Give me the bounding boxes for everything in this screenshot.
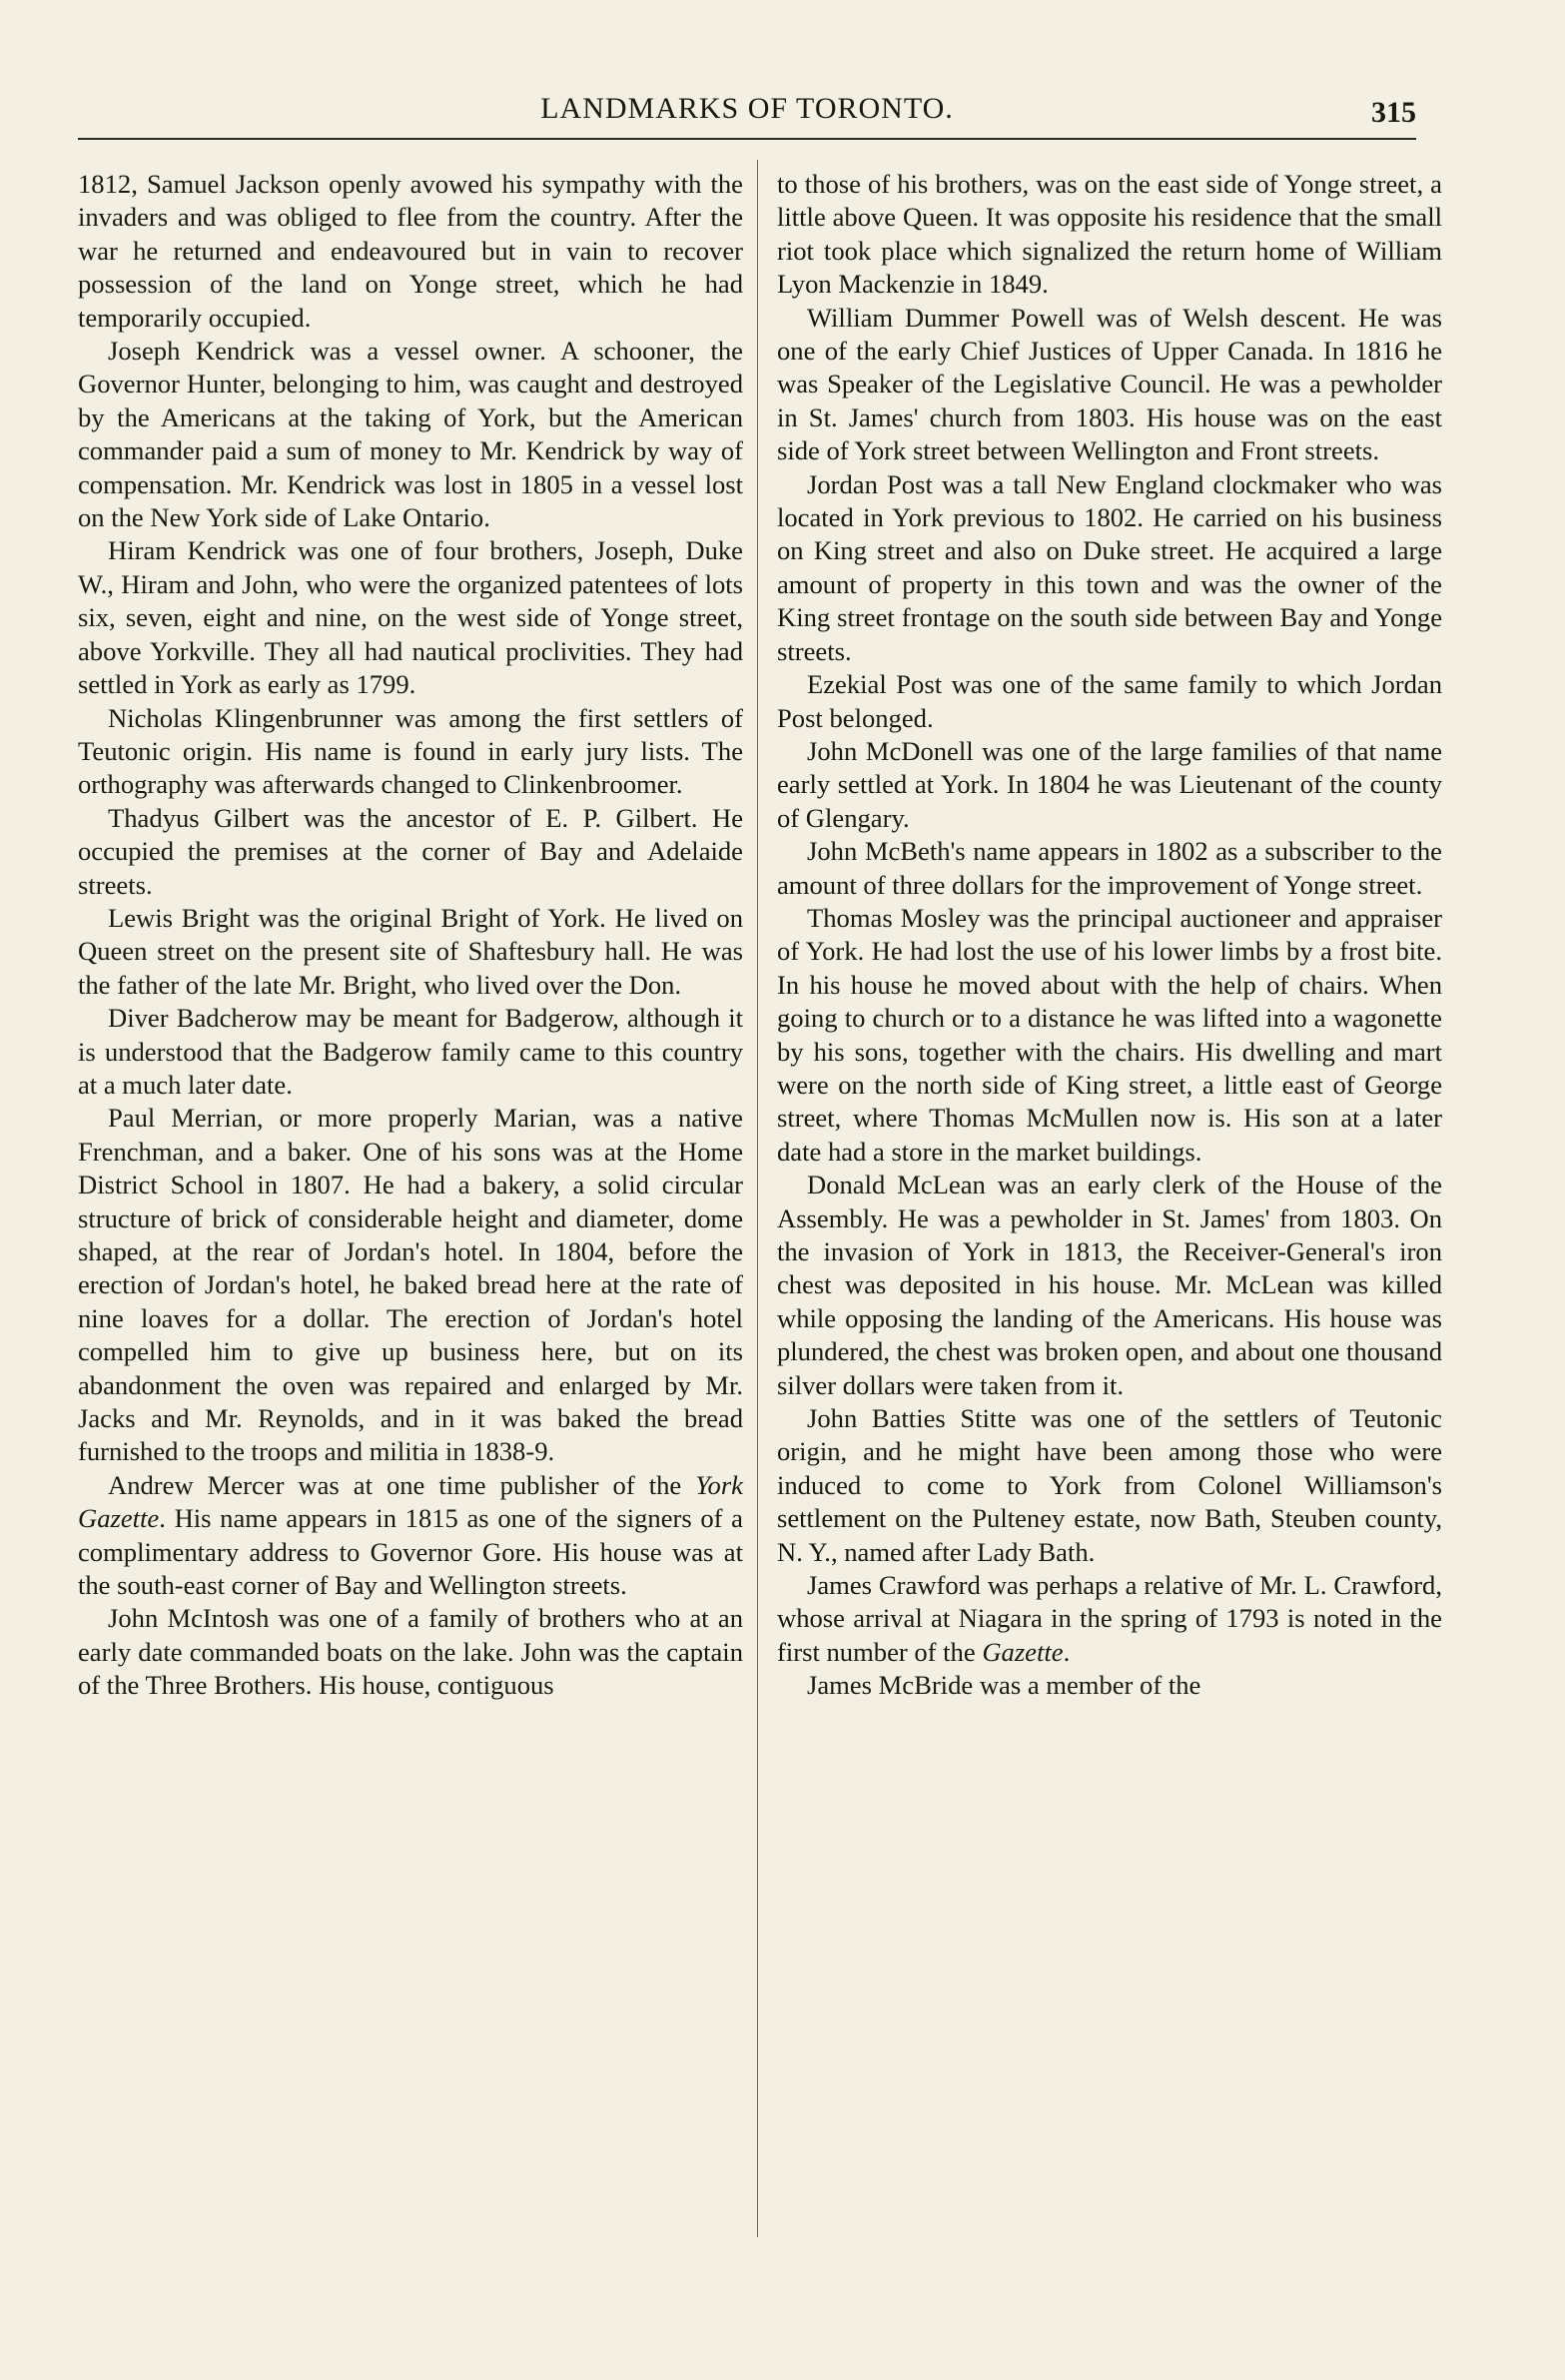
paragraph: Joseph Kendrick was a vessel owner. A schooner, the Governor Hunter, belonging to him, was caught and destroyed by the Americans at the taking of York, but the American commander paid a sum of money to Mr. Kendrick by way of compensation. Mr. Kendrick was lost in 1805 in a vessel lost on the New York side of Lake Ontario. (78, 336, 743, 533)
paragraph: Ezekial Post was one of the same family to which Jordan Post belonged. (777, 669, 1442, 733)
paragraph: Andrew Mercer was at one time publisher of the York Gazette. His name appears in 1815 as one of the signers of a complimentary address to Governor Gore. His house was at the south-east corner of Bay and Wellington streets. (78, 1469, 743, 1601)
paragraph: Hiram Kendrick was one of four brothers, Joseph, Duke W., Hiram and John, who were the organized patentees of lots six, seven, eight and nine, on the west side of Yonge street, above Yorkville. They all had nautical proclivities. They had settled in York as early as 1799. (78, 535, 743, 700)
paragraph: to those of his brothers, was on the east side of Yonge street, a little above Queen. It was opposite his residence that the small riot took place which signalized the return home of William Lyon Mackenzie in 1849. (777, 169, 1442, 300)
paragraph: John McIntosh was one of a family of brothers who at an early date commanded boats on the lake. John was the captain of the Three Brothers. His house, contiguous (78, 1603, 743, 1701)
paragraph: Jordan Post was a tall New England clockmaker who was located in York previous to 1802. He carried on his business on King street and also on Duke street. He acquired a large amount of property in this town and was the owner of the King street frontage on the south side between Bay and Yonge streets. (777, 468, 1442, 666)
page-header (78, 92, 1416, 152)
paragraph: Paul Merrian, or more properly Marian, was a native Frenchman, and a baker. One of his sons was at the Home District School in 1807. He had a bakery, a solid circular structure of brick of considerable height and diameter, dome shaped, at the rear of Jordan's hotel. In 1804, before the erection of Jordan's hotel, he baked bread here at the rate of nine loaves for a dollar. The erection of Jordan's hotel compelled him to give up business here, but on its abandonment the oven was repaired and enlarged by Mr. Jacks and Mr. Reynolds, and in it was baked the bread furnished to the troops and militia in 1838-9. (78, 1103, 743, 1467)
right-column (777, 168, 1442, 1703)
paragraph: Lewis Bright was the original Bright of York. He lived on Queen street on the present site of Shaftesbury hall. He was the father of the late Mr. Bright, who lived over the Don. (78, 902, 743, 1000)
paragraph: 1812, Samuel Jackson openly avowed his sympathy with the invaders and was obliged to flee from the country. After the war he returned and endeavoured but in vain to recover possession of the land on Yonge street, which he had temporarily occupied. (78, 169, 743, 333)
column-divider (757, 160, 758, 2237)
header-rule (78, 138, 1416, 140)
paragraph: James Crawford was perhaps a relative of Mr. L. Crawford, whose arrival at Niagara in the spring of 1793 is noted in the first number of the Gazette. (777, 1570, 1442, 1667)
paragraph: Diver Badcherow may be meant for Badgerow, although it is understood that the Badgerow family came to this country at a much later date. (78, 1003, 743, 1100)
paragraph: James McBride was a member of the (807, 1670, 1201, 1701)
paragraph: William Dummer Powell was of Welsh descent. He was one of the early Chief Justices of Upper Canada. In 1816 he was Speaker of the Legislative Council. He was a pewholder in St. James' church from 1803. His house was on the east side of York street between Wellington and Front streets. (777, 302, 1442, 466)
running-title: LANDMARKS OF TORONTO. (540, 92, 954, 125)
paragraph: John McBeth's name appears in 1802 as a subscriber to the amount of three dollars for the improvement of Yonge street. (777, 836, 1442, 900)
paragraph: Donald McLean was an early clerk of the House of the Assembly. He was a pewholder in St. James' from 1803. On the invasion of York in 1813, the Receiver-General's iron chest was deposited in his house. Mr. McLean was killed while opposing the landing of the Americans. His house was plundered, the chest was broken open, and about one thousand silver dollars were taken from it. (777, 1170, 1442, 1400)
paragraph: Nicholas Klingenbrunner was among the first settlers of Teutonic origin. His name is found in early jury lists. The orthography was afterwards changed to Clinkenbroomer. (78, 702, 743, 800)
paragraph: John McDonell was one of the large families of that name early settled at York. In 1804 he was Lieutenant of the county of Glengary. (777, 735, 1442, 833)
paragraph: John Batties Stitte was one of the settlers of Teutonic origin, and he might have been among those who were induced to come to York from Colonel Williamson's settlement on the Pulteney estate, now Bath, Steuben county, N. Y., named after Lady Bath. (777, 1403, 1442, 1567)
left-column (78, 168, 743, 1703)
paragraph: Thomas Mosley was the principal auctioneer and appraiser of York. He had lost the use of his lower limbs by a frost bite. In his house he moved about with the help of chairs. When going to church or to a distance he was lifted into a wagonette by his sons, together with the chairs. His dwelling and mart were on the north side of King street, a little east of George street, where Thomas McMullen now is. His son at a later date had a store in the market buildings. (777, 902, 1442, 1167)
paragraph: Thadyus Gilbert was the ancestor of E. P. Gilbert. He occupied the premises at the corner of Bay and Adelaide streets. (78, 802, 743, 900)
page-number: 315 (1371, 96, 1416, 129)
